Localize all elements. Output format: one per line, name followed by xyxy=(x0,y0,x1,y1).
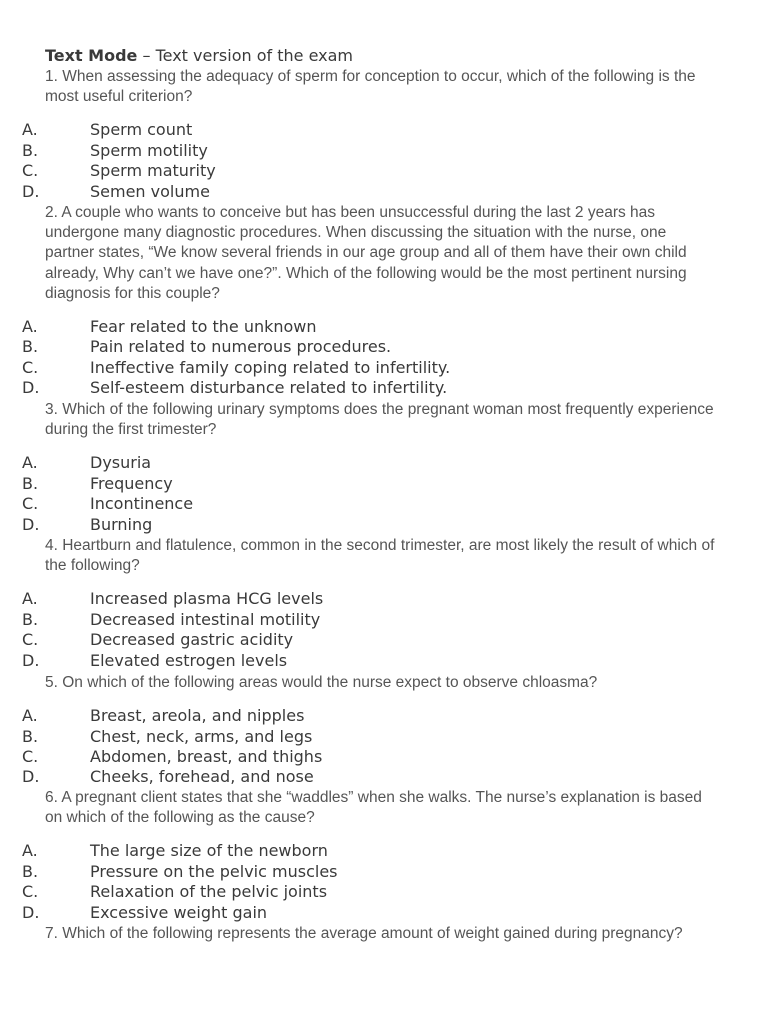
option-text: Sperm count xyxy=(90,120,193,140)
option-text: Fear related to the unknown xyxy=(90,317,317,337)
option-letter: B. xyxy=(22,726,39,746)
option-list xyxy=(0,589,768,671)
option-text: Abdomen, breast, and thighs xyxy=(90,746,323,766)
question-block-2 xyxy=(0,203,768,399)
option-letter: B. xyxy=(22,473,39,493)
option-text: Increased plasma HCG levels xyxy=(90,589,324,609)
question-block-6 xyxy=(0,788,768,923)
option-c xyxy=(0,358,768,378)
option-c xyxy=(0,747,768,767)
option-text: Elevated estrogen levels xyxy=(90,650,288,670)
option-text: The large size of the newborn xyxy=(90,841,328,861)
option-letter: D. xyxy=(22,650,40,670)
text-mode-label: Text Mode xyxy=(45,46,138,65)
question-text: 2. A couple who wants to conceive but has been unsuccessful during the last 2 years has undergone many diagnostic procedures. When discussing the situation with the nurse, one partner states, “We know several friends in our age group and all of them have their own child already, Why can’t we have one?”. Which of the following would be the most pertinent nursing diagnosis for this couple? xyxy=(45,204,687,302)
question-text: 3. Which of the following urinary symptoms does the pregnant woman most frequently experience during the first trimester? xyxy=(45,401,714,439)
question-block-4 xyxy=(0,536,768,671)
option-text: Sperm maturity xyxy=(90,161,216,181)
option-list xyxy=(0,841,768,923)
option-letter: A. xyxy=(22,706,38,726)
question-block-1 xyxy=(0,67,768,202)
option-list xyxy=(0,317,768,399)
option-text: Ineffective family coping related to infertility. xyxy=(90,357,451,377)
option-letter: D. xyxy=(22,902,40,922)
option-text: Incontinence xyxy=(90,494,194,514)
question-text: 5. On which of the following areas would the nurse expect to observe chloasma? xyxy=(45,674,598,691)
option-text: Frequency xyxy=(90,473,173,493)
option-d xyxy=(0,651,768,671)
option-d xyxy=(0,515,768,535)
option-text: Sperm motility xyxy=(90,140,208,160)
option-b xyxy=(0,474,768,494)
option-letter: D. xyxy=(22,514,40,534)
option-letter: C. xyxy=(22,746,39,766)
option-a xyxy=(0,120,768,140)
header-subtitle: – Text version of the exam xyxy=(137,46,353,65)
option-letter: B. xyxy=(22,609,39,629)
option-text: Decreased intestinal motility xyxy=(90,609,321,629)
page-header xyxy=(45,45,353,67)
option-a xyxy=(0,706,768,726)
option-b xyxy=(0,862,768,882)
option-letter: A. xyxy=(22,841,38,861)
option-text: Self-esteem disturbance related to infertility. xyxy=(90,378,448,398)
option-letter: D. xyxy=(22,181,40,201)
option-letter: C. xyxy=(22,494,39,514)
option-b xyxy=(0,337,768,357)
option-text: Chest, neck, arms, and legs xyxy=(90,726,313,746)
option-letter: A. xyxy=(22,589,38,609)
option-d xyxy=(0,378,768,398)
question-text: 7. Which of the following represents the average amount of weight gained during pregnancy? xyxy=(45,925,683,942)
option-a xyxy=(0,317,768,337)
option-d xyxy=(0,767,768,787)
option-text: Breast, areola, and nipples xyxy=(90,706,305,726)
option-b xyxy=(0,610,768,630)
option-letter: D. xyxy=(22,378,40,398)
option-letter: C. xyxy=(22,630,39,650)
option-b xyxy=(0,141,768,161)
option-text: Dysuria xyxy=(90,453,152,473)
option-letter: B. xyxy=(22,140,39,160)
option-c xyxy=(0,161,768,181)
option-c xyxy=(0,630,768,650)
option-letter: D. xyxy=(22,767,40,787)
option-d xyxy=(0,182,768,202)
option-letter: C. xyxy=(22,882,39,902)
option-text: Pressure on the pelvic muscles xyxy=(90,861,338,881)
question-block-5 xyxy=(0,673,768,788)
option-a xyxy=(0,453,768,473)
option-a xyxy=(0,589,768,609)
option-a xyxy=(0,841,768,861)
question-text: 6. A pregnant client states that she “waddles” when she walks. The nurse’s explanation is based on which of the following as the cause? xyxy=(45,789,702,827)
option-text: Burning xyxy=(90,514,153,534)
option-text: Relaxation of the pelvic joints xyxy=(90,882,328,902)
question-block-7 xyxy=(0,924,768,944)
question-text: 4. Heartburn and flatulence, common in the second trimester, are most likely the result of which of the following? xyxy=(45,537,715,575)
option-text: Semen volume xyxy=(90,181,210,201)
option-letter: A. xyxy=(22,120,38,140)
option-letter: A. xyxy=(22,317,38,337)
question-text: 1. When assessing the adequacy of sperm for conception to occur, which of the following is the most useful criterion? xyxy=(45,68,696,106)
option-list xyxy=(0,706,768,788)
option-letter: B. xyxy=(22,337,39,357)
option-c xyxy=(0,882,768,902)
option-letter: B. xyxy=(22,861,39,881)
option-b xyxy=(0,727,768,747)
option-list xyxy=(0,120,768,202)
option-list xyxy=(0,453,768,535)
question-block-3 xyxy=(0,400,768,535)
option-text: Decreased gastric acidity xyxy=(90,630,294,650)
option-text: Cheeks, forehead, and nose xyxy=(90,767,314,787)
option-c xyxy=(0,494,768,514)
option-text: Pain related to numerous procedures. xyxy=(90,337,392,357)
option-letter: A. xyxy=(22,453,38,473)
option-letter: C. xyxy=(22,161,39,181)
option-letter: C. xyxy=(22,357,39,377)
option-text: Excessive weight gain xyxy=(90,902,268,922)
option-d xyxy=(0,903,768,923)
